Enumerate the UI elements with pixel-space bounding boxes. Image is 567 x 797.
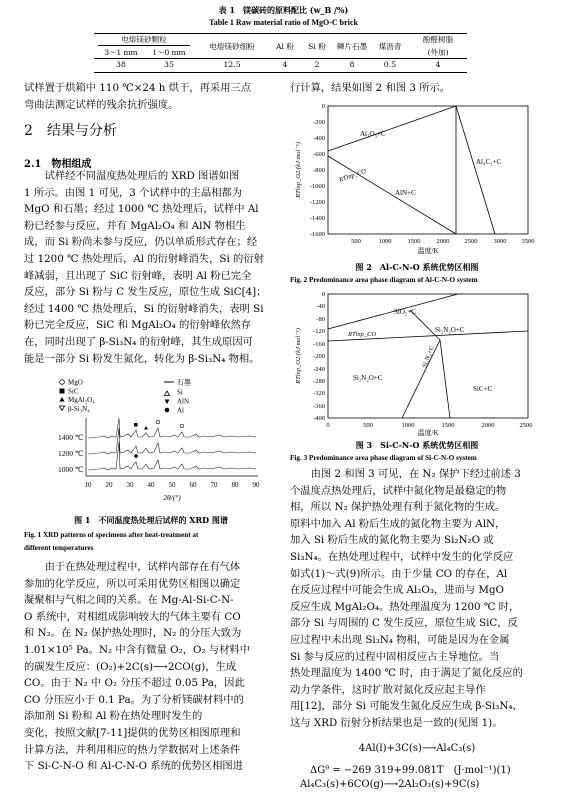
- x-tick: 30: [126, 481, 134, 489]
- text-line: CO 分压应小于 0.1 Pa。为了分析镁碳材料中的: [24, 693, 244, 706]
- table1-cell: 35: [164, 60, 174, 69]
- legend-label: AlN: [177, 397, 190, 406]
- region-label: Al₂O₃+C: [360, 130, 386, 138]
- y-tick: -200: [313, 353, 325, 360]
- region-label: Al₄C₃+C: [476, 158, 502, 166]
- y-tick: -160: [313, 341, 325, 348]
- fig2-caption-en: Fig. 2 Predominance area phase diagram of Al-C-N-O system: [290, 276, 478, 284]
- region-label: Si₂N₂O+C: [435, 326, 465, 334]
- x-tick: 2000: [481, 422, 495, 429]
- region-label: Si₃N₄+C: [421, 345, 436, 369]
- text-line: O 系统中，对相组成影响较大的气体主要有 CO: [24, 610, 241, 623]
- y-tick: -120: [313, 328, 325, 335]
- table1-cell: 38: [116, 60, 126, 69]
- y-label: RTlnp_O2/(kJ·mol⁻¹): [295, 328, 302, 384]
- table1-head-sub1: 3～1 mm: [104, 48, 138, 57]
- fig1-caption-en-2: different temperatures: [24, 544, 94, 552]
- fig2-caption-cn: 图 2 Al-C-N-O 系统优势区相图: [355, 262, 479, 272]
- y-ticks: [313, 291, 325, 422]
- x-tick: 2500: [519, 422, 533, 429]
- legend-label: Si: [177, 388, 183, 397]
- table1-cell: 0.5: [383, 60, 397, 69]
- curve-label: 1000 ℃: [58, 465, 84, 474]
- left-paragraph-1: [24, 80, 278, 113]
- xrd-figure: [24, 370, 278, 510]
- legend-label: 石墨: [177, 378, 191, 387]
- fig1-caption-en: Fig. 1 XRD patterns of specimens after heat-treatment at: [24, 531, 199, 539]
- x-label: 温度/K: [417, 429, 439, 437]
- text-line: 反应，部分 Si 粉与 C 发生反应，原位生成 SiC[4]；: [24, 286, 267, 299]
- region-label: SiO₂+C: [394, 308, 416, 316]
- y-tick: -400: [313, 415, 325, 422]
- fig3-phase-diagram: [290, 288, 546, 438]
- x-tick: 500: [351, 238, 361, 245]
- xrd-legend: [59, 378, 191, 415]
- table1-head-asphalt: 煤沥青: [378, 42, 402, 51]
- text-line: 在反应过程中可能会生成 Al₂O₃，进而与 MgO: [290, 584, 505, 597]
- text-line: 应过程中未出现 Si₃N₄ 物相，可能是因为在金属: [290, 633, 510, 646]
- text-line: 这与 XRD 衍射分析结果也是一致的(见图 1)。: [290, 716, 503, 729]
- equation-1-gibbs: ΔGᶿ = −269 319+99.081T (J·mol⁻¹)(1): [310, 765, 511, 776]
- x-label: 温度/K: [417, 247, 439, 255]
- x-tick: 2000: [436, 238, 450, 245]
- text-line: 下 Si-C-N-O 和 Al-C-N-O 系统的优势区相图进: [24, 760, 243, 773]
- y-tick: -200: [313, 119, 325, 126]
- text-line: 计算方法，并利用相应的热力学数据对上述条件: [24, 743, 241, 756]
- x-tick: 20: [105, 481, 113, 489]
- text-line: 反应生成 MgAl₂O₄。热处理温度为 1200 ℃ 时，: [290, 600, 520, 613]
- y-tick: -80: [316, 316, 325, 323]
- table1-group-rule: [98, 45, 190, 46]
- right-paragraph-2: [290, 466, 544, 732]
- text-line: 和 N₂。在 N₂ 保护热处理时，N₂ 的分压大致为: [24, 627, 242, 640]
- x-tick: 1500: [407, 238, 421, 245]
- xrd-curve-labels: [58, 433, 84, 474]
- text-line: 由图 2 和图 3 可见，在 N₂ 保护下经过前述 3: [290, 468, 521, 480]
- curve-label: 1200 ℃: [58, 449, 84, 458]
- text-line: 加入 Si 粉后生成的氮化物主要为 Si₂N₂O 或: [290, 534, 494, 547]
- text-line: 能是一部分 Si 粉发生氮化，转化为 β-Si₃N₄ 物相。: [24, 352, 260, 365]
- legend-label: β-Si₃N₄: [68, 405, 90, 413]
- text-line: 部分 Si 与周围的 C 发生反应，原位生成 SiC，反: [290, 617, 518, 630]
- table1-title-cn: 表 1 镁碳砖的原料配比 (w_B /%): [218, 5, 349, 15]
- table1-cell: 12.5: [223, 60, 241, 69]
- legend-label: SiC: [68, 387, 79, 396]
- text-line: 试样置于烘箱中 110 ℃×24 h 烘干，再采用三点: [24, 82, 252, 94]
- table1-cell: 8: [349, 60, 355, 69]
- text-line: 成，而 Si 粉尚未参与反应，仍以单质形式存在；经: [24, 236, 258, 249]
- text-line: 用[12]，部分 Si 可能发生氮化反应生成 β-Si₃N₄，: [290, 700, 523, 713]
- table1-head-group: 电熔镁砂颗粒: [121, 35, 167, 44]
- x-tick: 1000: [378, 238, 392, 245]
- table1-head-sub2: 1～0 mm: [152, 48, 186, 57]
- x-tick: 3000: [493, 238, 507, 245]
- x-tick: 90: [252, 481, 260, 489]
- region-label: SiC+C: [473, 385, 493, 393]
- table1-head-resin: 酚醛树脂: [422, 35, 454, 44]
- text-line: 的碳发生反应：(O₂)+2C(s)⟶2CO(g)，生成: [24, 660, 237, 673]
- x-ticks: [326, 422, 532, 429]
- text-line: 1.01×10⁵ Pa。N₂ 中含有微量 O₂，O₂ 与材料中: [24, 643, 251, 656]
- text-line: 过 1200 ℃ 热处理后，Al 的衍射峰消失，Si 的衍射: [24, 252, 264, 265]
- text-line: Si 参与反应的过程中固相反应占主导地位。当: [290, 650, 500, 663]
- text-line: 弯曲法测定试样的残余抗折强度。: [24, 98, 179, 111]
- left-paragraph-2: [24, 168, 278, 367]
- text-line: 变化，按照文献[7-11]提供的优势区相图原理和: [24, 726, 241, 739]
- y-tick: -1600: [309, 231, 325, 238]
- text-line: MgO 和石墨；经过 1000 ℃ 热处理后，试样中 Al: [24, 203, 259, 216]
- y-tick: -800: [313, 167, 325, 174]
- x-tick: 50: [168, 481, 176, 489]
- equation-2: Al₄C₃(s)+6CO(g)⟶2Al₂O₃(s)+9C(s): [300, 779, 480, 790]
- table1-head-resin-extra: (外加): [427, 48, 449, 57]
- table1-cell: 4: [435, 60, 441, 69]
- x-tick: 1000: [401, 422, 415, 429]
- x-tick: 1500: [441, 422, 455, 429]
- text-line: 相，所以 N₂ 保护热处理有利于氮化物的生成。: [290, 501, 506, 514]
- text-line: 动力学条件，这时扩散对氮化反应起主导作: [290, 683, 486, 696]
- x-tick: 10: [84, 481, 92, 489]
- region-label: AlN+C: [395, 189, 416, 197]
- text-line: 由于在热处理过程中，试样内部存在有气体: [24, 561, 241, 573]
- y-tick: -1200: [309, 199, 325, 206]
- y-tick: -1000: [309, 183, 325, 190]
- y-tick: -40: [316, 303, 325, 310]
- fig1-caption-cn: 图 1 不同温度热处理后试样的 XRD 图谱: [74, 515, 228, 525]
- fig3-caption-cn: 图 3 Si-C-N-O 系统优势区相图: [355, 440, 479, 450]
- text-line: 峰减弱，且出现了 SiC 衍射峰，表明 Al 粉已完全: [24, 269, 252, 282]
- text-line: 1 所示。由图 1 可见，3 个试样中的主晶相都为: [24, 186, 243, 199]
- x-tick: 60: [189, 481, 197, 489]
- x-tick: 500: [363, 422, 373, 429]
- text-line: 添加剂 Si 粉和 Al 粉在热处理时发生的: [24, 710, 203, 723]
- text-line: 热处理温度为 1400 ℃ 时，由于满足了氮化反应的: [290, 667, 523, 680]
- y-tick: -280: [313, 378, 325, 385]
- y-tick: 0: [321, 103, 325, 110]
- legend-label: Al: [177, 406, 184, 415]
- table1-head-al: Al 粉: [276, 42, 294, 51]
- text-line: 经过 1400 ℃ 热处理后，Si 的衍射峰消失，表明 Si: [24, 302, 264, 315]
- x-tick: 70: [210, 481, 218, 489]
- y-tick: -240: [313, 366, 325, 373]
- left-paragraph-3: [24, 559, 278, 775]
- line-label: RTlnp_CO: [338, 167, 368, 184]
- x-tick: 0: [326, 422, 330, 429]
- text-line: 个温度点热处理后，试样中氮化物是最稳定的物: [290, 484, 507, 497]
- text-line: Si₃N₄。在热处理过程中，试样中发生的化学反应: [290, 550, 514, 563]
- x-tick: 2500: [464, 238, 478, 245]
- text-line: 参加的化学反应，所以可采用优势区相图以确定: [24, 577, 241, 590]
- text-line: 在，同时出现了 β-Si₃N₄ 的衍射峰，其生成原因可: [24, 335, 253, 348]
- legend-label: MgO: [68, 378, 83, 387]
- fig2-phase-diagram: [290, 100, 546, 260]
- text-line: CO。由于 N₂ 中 O₂ 分压不超过 0.05 Pa，因此: [24, 677, 245, 690]
- table1-cell: 2: [314, 60, 320, 69]
- x-ticks: [351, 238, 534, 245]
- text-line: 粉已经参与反应，并有 MgAl₂O₄ 和 AlN 物相生: [24, 219, 246, 232]
- x-tick: 80: [231, 481, 239, 489]
- y-tick: -360: [313, 403, 325, 410]
- table1-head-fine: 电熔镁砂细粉: [209, 42, 255, 51]
- text-line: 试样经不同温度热处理后的 XRD 图谱如图: [24, 170, 240, 182]
- table1-head-si: Si 粉: [308, 42, 326, 51]
- region-label: Si₂N₂O+C: [353, 374, 383, 382]
- table1-cell: 4: [282, 60, 288, 69]
- table1-mid-rule: [94, 58, 467, 59]
- y-tick: -1400: [309, 215, 325, 222]
- table1-title-en: Table 1 Raw material ratio of MgO-C brick: [209, 18, 358, 27]
- phase-boundaries: [328, 106, 495, 234]
- xrd-xlabel: 2θ/(°): [163, 493, 181, 502]
- table1-bottom-rule: [94, 72, 467, 73]
- section-heading: 2 结果与分析: [24, 123, 117, 139]
- y-tick: -320: [313, 390, 325, 397]
- y-tick: -400: [313, 135, 325, 142]
- text-line: 如式(1)～式(9)所示。由于少量 CO 的存在，Al: [290, 567, 508, 580]
- xrd-x-ticks: [85, 481, 261, 489]
- text-line: 原料中加入 Al 粉后生成的氮化物主要为 AlN，: [290, 517, 506, 530]
- y-tick: -600: [313, 151, 325, 158]
- curve-label: 1400 ℃: [58, 433, 84, 442]
- xrd-curves: [88, 418, 256, 470]
- equation-1: 4Al(l)+3C(s)⟶Al₄C₃(s): [358, 743, 476, 754]
- x-tick: 3500: [521, 238, 535, 245]
- text-line: 粉已完全反应，SiC 和 MgAl₂O₄ 的衍射峰依然存: [24, 319, 252, 332]
- subsection-heading: 2.1 物相组成: [24, 159, 92, 170]
- x-tick: 40: [147, 481, 155, 489]
- legend-label: MgAl₂O₄: [68, 396, 95, 404]
- text-line: 行计算，结果如图 2 和图 3 所示。: [290, 82, 451, 94]
- y-label: RTlnp_O2/(kJ·mol⁻¹): [295, 142, 302, 198]
- table1-head-graphite: 鳞片石墨: [336, 42, 368, 51]
- y-tick: 0: [321, 291, 325, 298]
- fig3-caption-en: Fig. 3 Predominance area phase diagram of Si-C-N-O system: [290, 454, 477, 462]
- y-ticks: [310, 103, 325, 238]
- text-line: 凝聚相与气相之间的关系。在 Mg-Al-Si-C-N-: [24, 594, 234, 607]
- line-label: RTlnp_CO: [348, 331, 377, 338]
- right-paragraph-1: [290, 80, 544, 97]
